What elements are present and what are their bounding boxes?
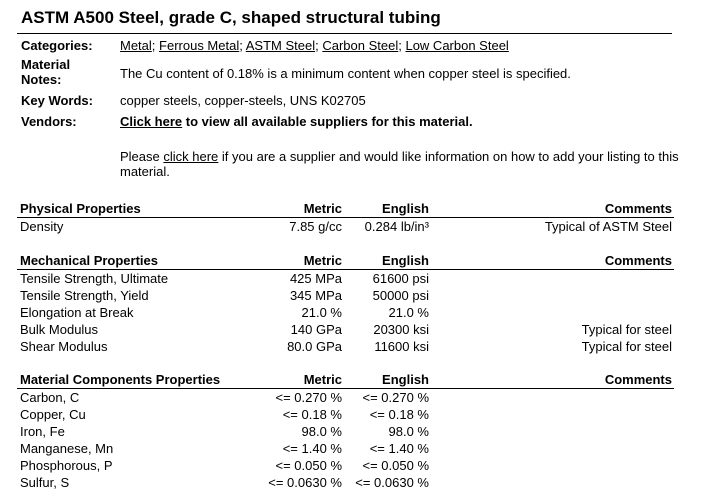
property-name: Copper, Cu <box>20 407 86 422</box>
notes-label <box>21 57 70 87</box>
table-row <box>17 474 674 491</box>
metric-column-header: Metric <box>245 370 344 389</box>
categories-label: Categories: <box>21 38 93 53</box>
table-header-row <box>17 251 674 270</box>
comment <box>431 440 674 457</box>
english-value: 0.284 lb/in³ <box>364 219 429 234</box>
category-link-astm-steel[interactable]: ASTM Steel <box>245 38 316 53</box>
table-row <box>17 389 674 407</box>
comment <box>431 270 674 288</box>
mechanical-properties-heading: Mechanical Properties <box>17 251 245 270</box>
property-name: Iron, Fe <box>20 424 65 439</box>
table-row <box>17 457 674 474</box>
vendors-click-here-link[interactable]: Click here <box>120 114 183 129</box>
table-row <box>17 338 674 355</box>
property-name: Manganese, Mn <box>20 441 114 456</box>
english-column-header: English <box>344 199 431 218</box>
comment: Typical for steel <box>581 339 672 354</box>
metric-value: 98.0 % <box>301 424 342 439</box>
metric-value: <= 0.18 % <box>282 407 342 422</box>
table-header-row <box>17 199 674 218</box>
mechanical-properties-table <box>17 251 674 355</box>
table-row <box>17 304 674 321</box>
comment <box>431 474 674 491</box>
english-value: 11600 ksi <box>374 339 429 354</box>
vendors-line <box>120 114 473 129</box>
english-value: 50000 psi <box>372 288 429 303</box>
physical-properties-table <box>17 199 674 235</box>
category-link-low-carbon-steel[interactable]: Low Carbon Steel <box>405 38 509 53</box>
metric-value: 80.0 GPa <box>287 339 342 354</box>
metric-value: <= 0.050 % <box>275 458 342 473</box>
title-divider <box>17 33 672 34</box>
comment <box>431 423 674 440</box>
physical-properties-heading: Physical Properties <box>17 199 245 218</box>
property-name: Sulfur, S <box>20 475 70 490</box>
metric-value: <= 0.0630 % <box>268 475 342 490</box>
notes-label-line2: Notes: <box>21 72 62 87</box>
english-value: 61600 psi <box>372 271 429 286</box>
metric-column-header: Metric <box>245 251 344 270</box>
english-value: 21.0 % <box>388 305 429 320</box>
property-name: Density <box>20 219 64 234</box>
metric-value: 345 MPa <box>289 288 342 303</box>
table-row <box>17 321 674 338</box>
supplier-click-here-link[interactable]: click here <box>163 149 219 164</box>
comments-column-header: Comments <box>431 199 674 218</box>
table-row <box>17 423 674 440</box>
comment <box>431 304 674 321</box>
comment <box>431 406 674 423</box>
material-components-heading: Material Components Properties <box>17 370 245 389</box>
metric-value: 21.0 % <box>301 305 342 320</box>
metric-value: <= 0.270 % <box>275 390 342 405</box>
supplier-note <box>120 149 680 179</box>
category-link-ferrous-metal[interactable]: Ferrous Metal <box>159 38 240 53</box>
table-header-row <box>17 370 674 389</box>
property-name: Phosphorous, P <box>20 458 113 473</box>
english-value: 20300 ksi <box>373 322 429 337</box>
property-name: Shear Modulus <box>20 339 108 354</box>
english-value: <= 1.40 % <box>369 441 429 456</box>
comment: Typical for steel <box>581 322 672 337</box>
metric-value: 140 GPa <box>290 322 342 337</box>
property-name: Carbon, C <box>20 390 80 405</box>
notes-text: The Cu content of 0.18% is a minimum content when copper steel is specified. <box>120 66 571 81</box>
metric-value: 7.85 g/cc <box>289 219 342 234</box>
metric-column-header: Metric <box>245 199 344 218</box>
english-value: <= 0.050 % <box>362 458 429 473</box>
keywords-text: copper steels, copper-steels, UNS K02705 <box>120 93 366 108</box>
comment <box>431 287 674 304</box>
english-value: 98.0 % <box>388 424 429 439</box>
property-name: Bulk Modulus <box>20 322 99 337</box>
table-row <box>17 287 674 304</box>
vendors-text: to view all available suppliers for this material. <box>182 114 473 129</box>
supplier-prefix: Please <box>120 149 164 164</box>
table-row <box>17 270 674 288</box>
notes-label-line1: Material <box>21 57 71 72</box>
metric-value: <= 1.40 % <box>282 441 342 456</box>
material-components-table <box>17 370 674 491</box>
comment <box>431 389 674 407</box>
comment <box>431 457 674 474</box>
comments-column-header: Comments <box>431 251 674 270</box>
metric-value: 425 MPa <box>289 271 342 286</box>
table-row <box>17 406 674 423</box>
comment: Typical of ASTM Steel <box>544 219 672 234</box>
category-link-carbon-steel[interactable]: Carbon Steel <box>322 38 399 53</box>
english-column-header: English <box>344 251 431 270</box>
property-name: Tensile Strength, Ultimate <box>20 271 169 286</box>
table-row <box>17 440 674 457</box>
category-link-metal[interactable]: Metal <box>120 38 152 53</box>
vendors-label: Vendors: <box>21 114 77 129</box>
categories-list: Metal; Ferrous Metal; ASTM Steel; Carbon Steel; Low Carbon Steel <box>120 38 509 53</box>
table-row <box>17 218 674 236</box>
keywords-label: Key Words: <box>21 93 93 108</box>
comments-column-header: Comments <box>431 370 674 389</box>
property-name: Tensile Strength, Yield <box>20 288 149 303</box>
english-value: <= 0.18 % <box>369 407 429 422</box>
page-title: ASTM A500 Steel, grade C, shaped structural tubing <box>21 8 441 27</box>
supplier-suffix: if you are a supplier and would like information on how to add your listing to this material. <box>120 149 679 179</box>
english-value: <= 0.270 % <box>362 390 429 405</box>
english-value: <= 0.0630 % <box>355 475 429 490</box>
property-name: Elongation at Break <box>20 305 134 320</box>
english-column-header: English <box>344 370 431 389</box>
